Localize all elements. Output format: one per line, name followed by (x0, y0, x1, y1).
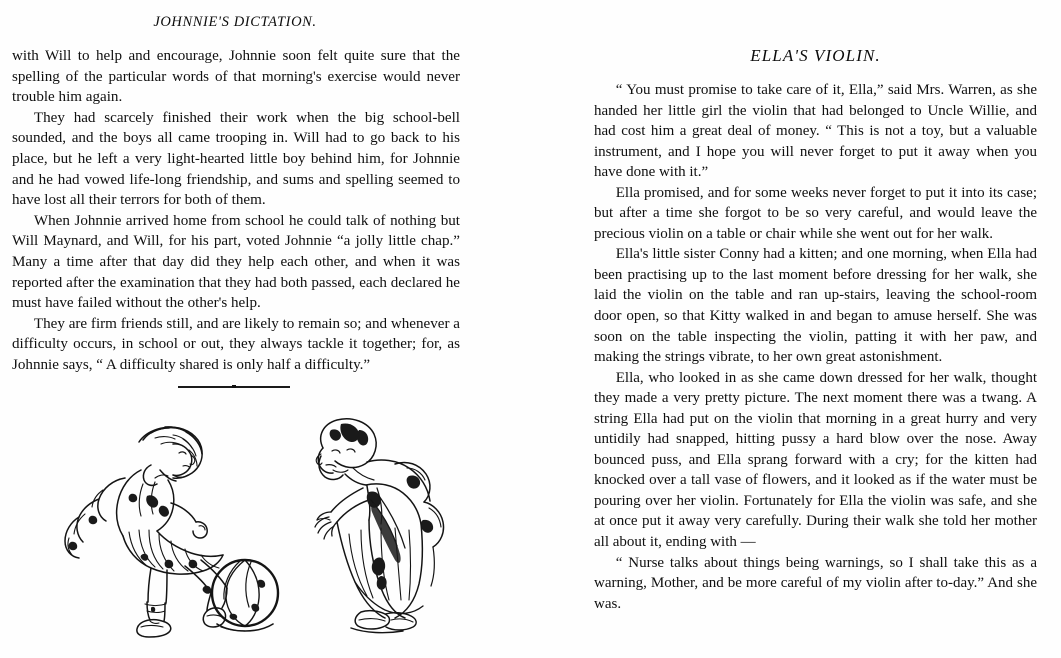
paragraph: Ella promised, and for some weeks never forget to put it into its case; but after a time she forgot to be so very careful, and would leave the precious violin on a table or chair while she went out for her walk. (594, 184, 1037, 242)
left-text-column (12, 46, 460, 376)
page-title: ELLA'S VIOLIN. (750, 46, 881, 65)
paragraph: When Johnnie arrived home from school he could talk of nothing but Will Maynard, and Will, for his part, voted Johnnie “a jolly little chap.” Many a time after that day did they help each other, and when it was reported after the examination that they had both passed, each declared he must have failed without the other's help. (12, 212, 460, 312)
paragraph: Ella, who looked in as she came down dressed for her walk, thought they made a very pretty picture. The next moment there was a twang. A string Ella had put on the violin that morning in a great hurry and very untidily had snapped, hitting pussy a hard blow over the nose. Away bounced puss, and Ella sprang forward with a cry; for the kitten had knocked over a tall vase of flowers, and it looked as if the water must be pouring over her violin. Fortunately for Ella the violin was safe, and she at once put it away very carefully. During their walk she told her mother all about it, ending with — (594, 369, 1037, 551)
rule-center-knob (232, 385, 236, 388)
child-figure (315, 419, 444, 633)
illustration-children-with-ball (55, 408, 475, 643)
ornamental-rule (178, 385, 290, 388)
right-text-column (594, 46, 1037, 614)
paragraph: “ Nurse talks about things being warnings, so I shall take this as a warning, Mother, and be more careful of my violin after to-day.” And she was. (594, 554, 1037, 612)
paragraph: They are firm friends still, and are likely to remain so; and whenever a difficulty occurs, in school or out, they always tackle it together; for, as Johnnie says, “ A difficulty shared is only half a difficulty.” (12, 315, 460, 373)
ball (212, 560, 278, 631)
paragraph: with Will to help and encourage, Johnnie soon felt quite sure that the spelling of the particular words of that morning's exercise would never trouble him again. (12, 48, 460, 106)
running-head: JOHNNIE'S DICTATION. (153, 14, 317, 30)
girl-figure (65, 427, 227, 637)
paragraph: Ella's little sister Conny had a kitten; and one morning, when Ella had been practising up to the last moment before dressing for her walk, she laid the violin on the table and ran up-stairs, leaving the school-room door open, so that Kitty walked in and began to amuse herself. She was soon on the table inspecting the violin, patting it with her paw, and making the strings vibrate, to her own great astonishment. (594, 246, 1037, 366)
paragraph: “ You must promise to take care of it, Ella,” said Mrs. Warren, as she handed her little girl the violin that had belonged to Uncle Willie, and had cost him a great deal of money. “ This is not a toy, but a valuable instrument, and I hope you will never forget to put it away when you have done with it.” (594, 82, 1037, 181)
paragraph: They had scarcely finished their work when the big school-bell sounded, and the boys all came trooping in. Will had to go back to his place, but he left a very light-hearted little boy behind him, for Johnnie and he had vowed life-long friendship, and sums and spelling seemed to have lost all their terrors for both of them. (12, 109, 460, 209)
